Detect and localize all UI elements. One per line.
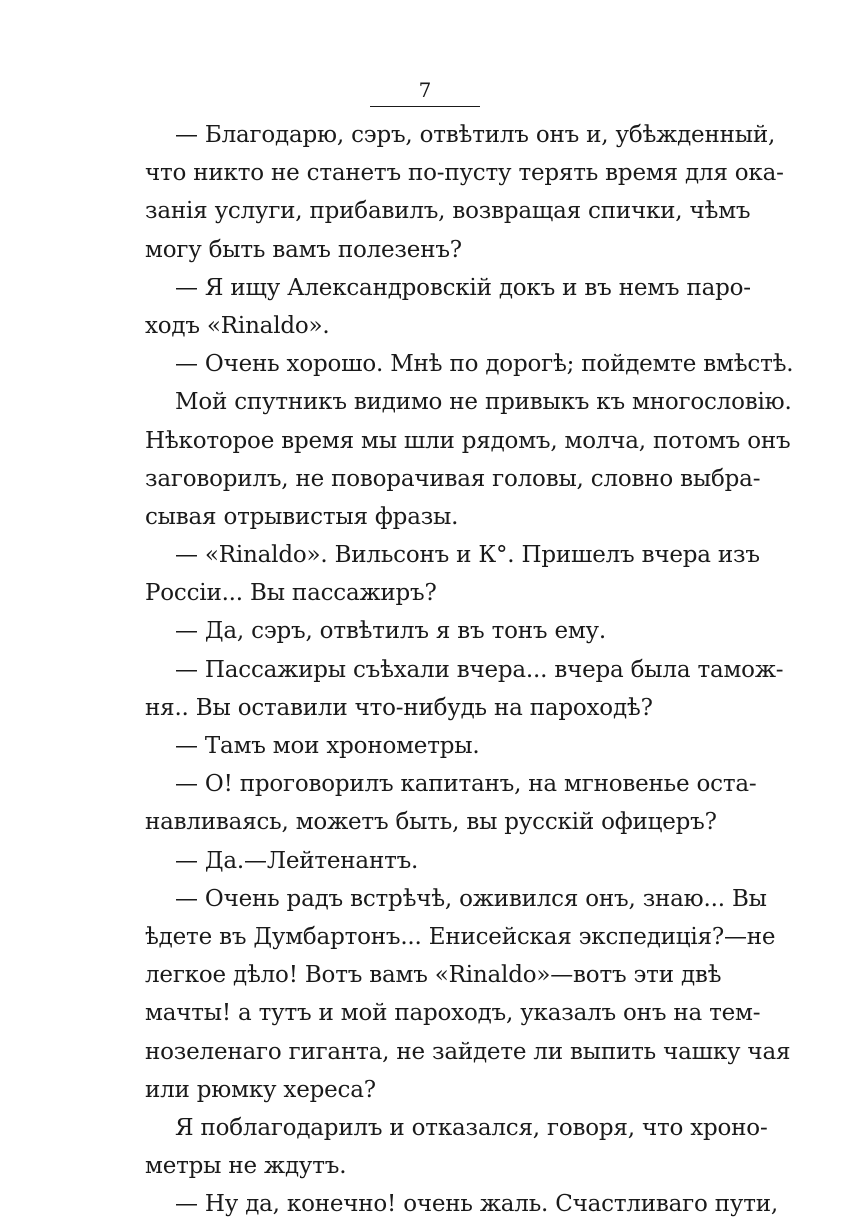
text-line: — Я ищу Александровскій докъ и въ немъ паро- [175,274,751,301]
text-line: — Благодарю, сэръ, отвѣтилъ онъ и, убѣжденный, [175,122,776,148]
text-line: — О! проговорилъ капитанъ, на мгновенье оста- [175,771,757,798]
text-line: ходъ «Rinaldo». [145,312,330,339]
text-line: сывая отрывистыя фразы. [145,503,459,530]
text-line: ня.. Вы оставили что-нибудь на пароходѣ? [145,694,653,721]
body-text [145,116,794,1223]
text-line: — Очень хорошо. Мнѣ по дорогѣ; пойдемте вмѣстѣ. [175,351,794,378]
text-line: или рюмку хереса? [145,1076,376,1103]
text-line: Россіи... Вы пассажиръ? [145,580,437,607]
header-rule [370,106,480,107]
text-line: — Очень радъ встрѣчѣ, оживился онъ, знаю... Вы [175,885,767,912]
text-line: Я поблагодарилъ и отказался, говоря, что хроно- [175,1114,768,1141]
text-line: — Пассажиры съѣхали вчера... вчера была тамож- [175,656,784,683]
text-line: мачты! а тутъ и мой пароходъ, указалъ онъ на тем- [145,1000,761,1027]
text-line: метры не ждутъ. [145,1153,347,1180]
text-line: — Да, сэръ, отвѣтилъ я въ тонъ ему. [175,618,606,645]
text-line: — Да.—Лейтенантъ. [175,847,419,874]
text-line: ѣдете въ Думбартонъ... Енисейская экспедиція?—не [145,923,776,950]
text-line: — «Rinaldo». Вильсонъ и К°. Пришелъ вчера изъ [175,542,760,569]
text-line: — Тамъ мои хронометры. [175,733,480,759]
text-line: Мой спутникъ видимо не привыкъ къ многословію. [175,389,792,416]
text-line: — Ну да, конечно! очень жаль. Счастливаго пути, [175,1191,779,1218]
text-line: Нѣкоторое время мы шли рядомъ, молча, потомъ онъ [145,427,791,454]
text-line: могу быть вамъ полезенъ? [145,236,462,263]
text-line: нозеленаго гиганта, не зайдете ли выпить чашку чая [145,1038,791,1065]
text-line: занія услуги, прибавилъ, возвращая спички, чѣмъ [145,198,751,225]
text-line: легкое дѣло! Вотъ вамъ «Rinaldo»—вотъ эти двѣ [145,962,722,989]
page-number: 7 [418,78,432,102]
text-line: заговорилъ, не поворачивая головы, словно выбра- [145,465,761,492]
text-line: что никто не станетъ по-пусту терять время для ока- [145,160,784,187]
text-line: навливаясь, можетъ быть, вы русскій офицеръ? [145,809,717,836]
